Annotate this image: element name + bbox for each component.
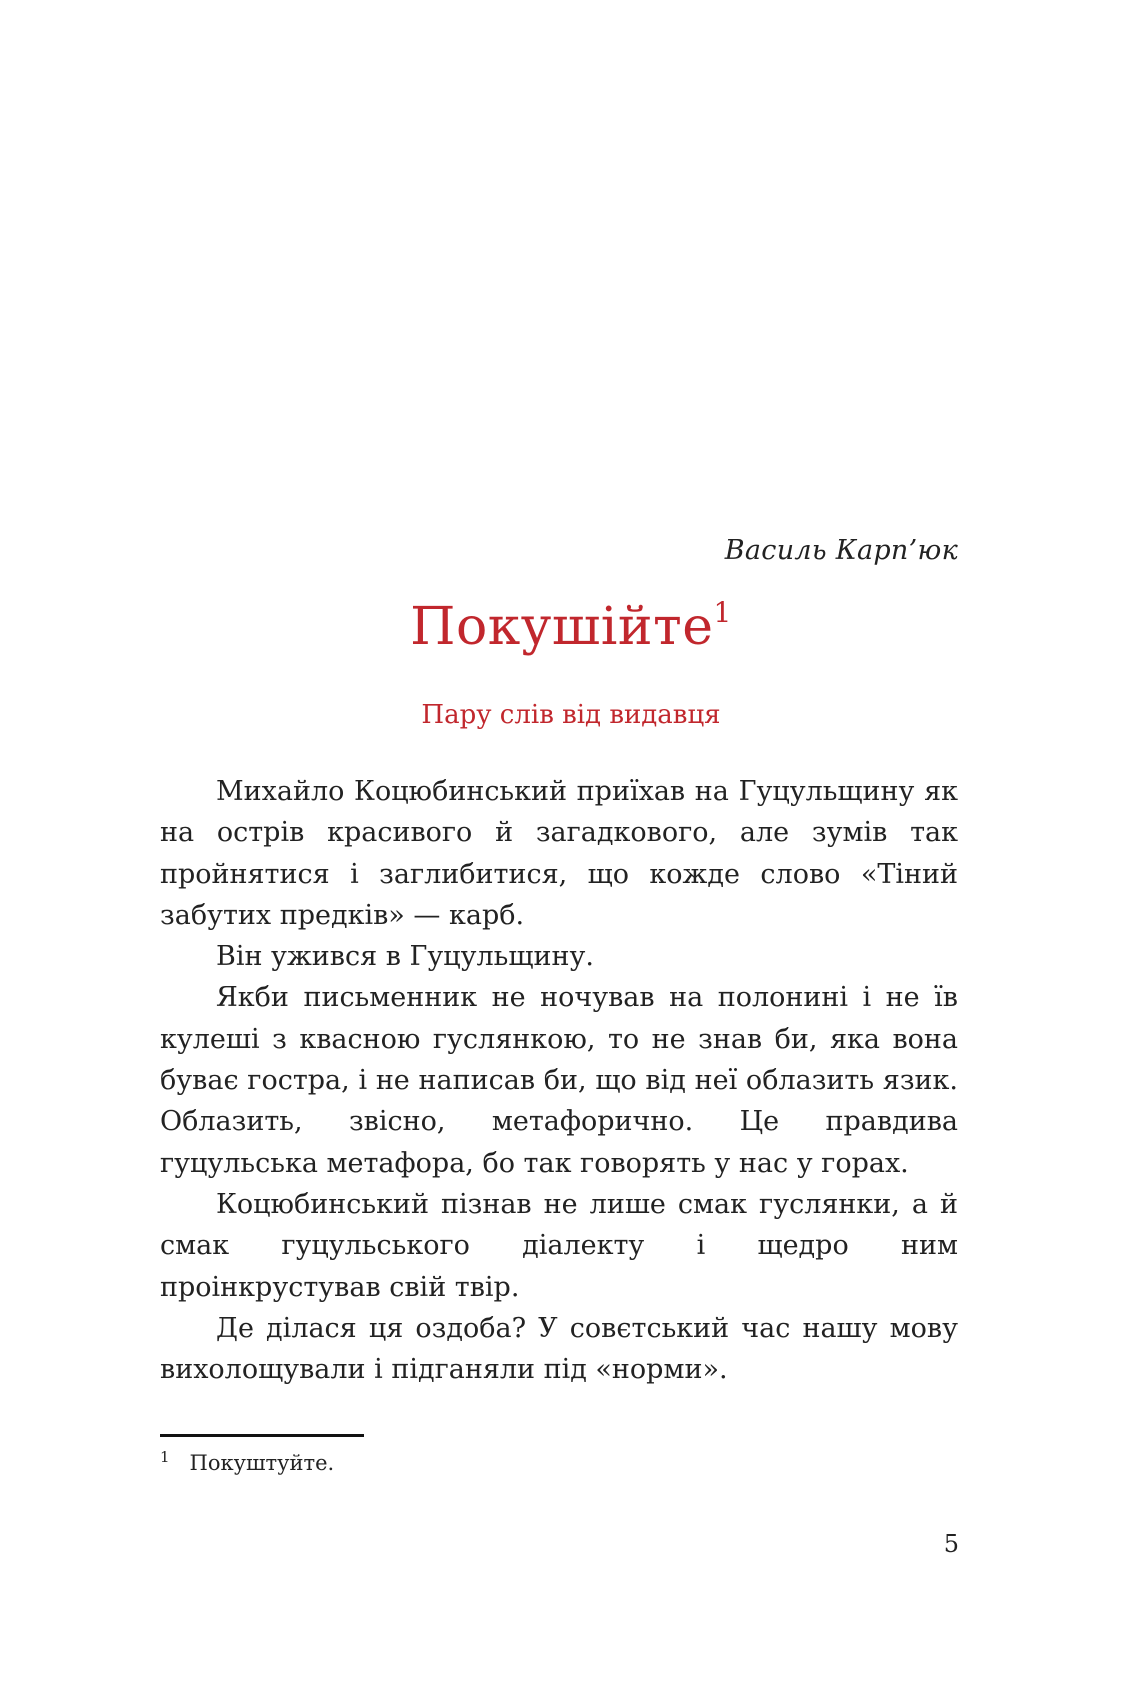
footnote-divider	[160, 1434, 364, 1437]
paragraph: Коцюбинський пізнав не лише смак гуслянки, а й смак гуцульського діалекту і щедро ним проінкрустував свій твір.	[160, 1188, 958, 1303]
paragraph: Де ділася ця оздоба? У совєтський час нашу мову вихолощували і підганяли під «норми».	[160, 1312, 958, 1386]
footnote-text: Покуштуйте.	[189, 1451, 335, 1475]
chapter-subtitle: Пару слів від видавця	[421, 700, 721, 730]
footnote	[160, 1448, 334, 1475]
paragraph: Якби письменник не ночував на полонині і не їв кулеші з квасною гуслянкою, то не знав би, яка вона буває гостра, і не написав би, що від неї облазить язик. Облазить, звісно, метафорично. Це правдива гуцульська метафора, бо так говорять у нас у горах.	[160, 982, 958, 1179]
body-text	[160, 771, 958, 1390]
page-number: 5	[943, 1530, 959, 1558]
chapter-title	[0, 597, 1142, 657]
chapter-title-text: Покушійте	[410, 597, 714, 657]
footnote-mark: 1	[160, 1448, 170, 1466]
author-name: Василь Карп’юк	[724, 535, 958, 566]
footnote-reference: 1	[713, 595, 732, 629]
paragraph: Він ужився в Гуцульщину.	[216, 941, 594, 973]
paragraph: Михайло Коцюбинський приїхав на Гуцульщину як на острів красивого й загадкового, але зумів так пройнятися і заглибитися, що кожде слово «Тіний забутих предків» — карб.	[160, 776, 958, 931]
